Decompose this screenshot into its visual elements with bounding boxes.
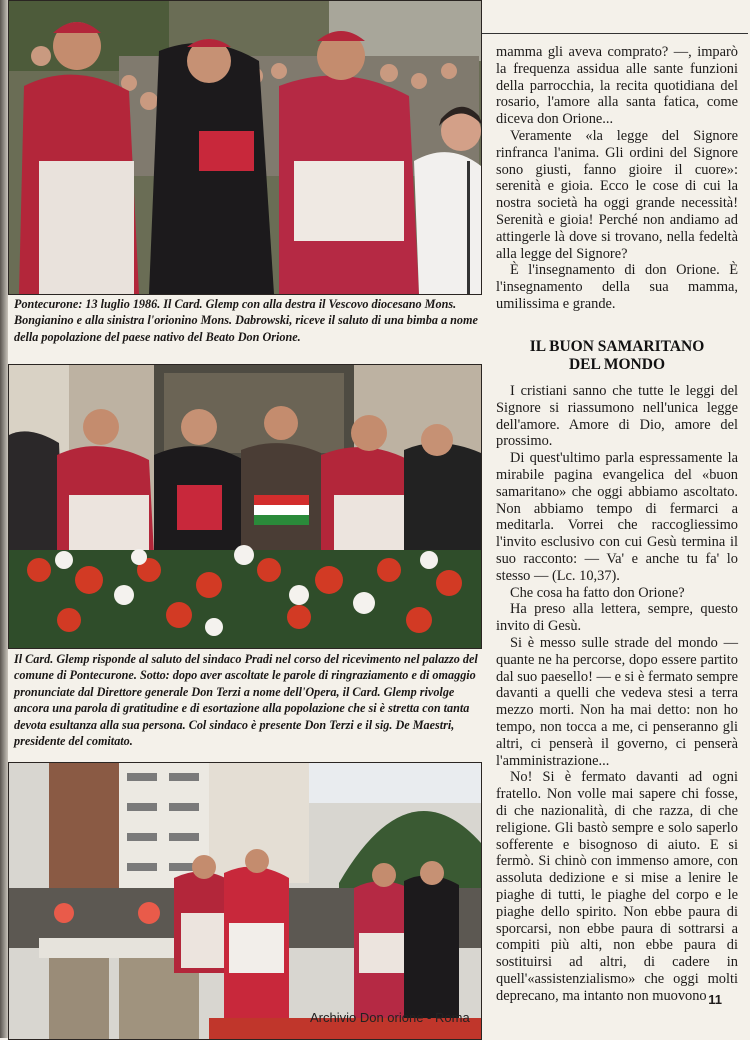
article-column-continued [496, 383, 738, 1004]
photo-illustration-bottom [9, 763, 481, 1039]
column-top-rule [482, 33, 748, 34]
paragraph-8: Si è messo sulle strade del mondo — quante ne ha percorse, dopo essere partito dal suo paesello! — e si è fermato sempre davanti a quelli che vedeva stesi a terra mezzo morti. Non ha mai detto: non ho tempo, non tocca a me, ci penseranno gli altri, ci penserà il governo, ci penserà l'amministrazione... [496, 634, 738, 769]
heading-line-1: IL BUON SAMARITANO [529, 338, 705, 355]
paragraph-5: Di quest'ultimo parla espressamente la mirabile pagina evangelica del «buon samaritano» che oggi abbiamo ascoltato. Non abbiamo tempo di fermarci a meditarla. Vorrei che raccogliessimo l'invito esclusivo con cui Gesù termina il suo racconto: — Va' e anche tu fa' lo stesso — (Lc. 10,37). [496, 450, 738, 584]
archive-watermark: Archivio Don orione - Roma [310, 1010, 470, 1025]
photo-town-hall-reception [8, 364, 482, 649]
paragraph-3: È l'insegnamento di don Orione. È l'insegnamento della sua mamma, umilissima e grande. [496, 262, 738, 312]
page-number: 11 [708, 992, 722, 1007]
article-column [496, 44, 738, 313]
paragraph-6: Che cosa ha fatto don Orione? [510, 584, 685, 601]
paragraph-2: Veramente «la legge del Signore rinfranca l'anima. Gli ordini del Signore sono giusti, fanno gioire il cuore»: serenità e gioia. Ecco le cose di cui la nostra società ha oggi grande necessità! Serenità e gioia! Perché non andiamo ad attingerle là dove si trovano, nella fedeltà alla legge del Signore? [496, 127, 738, 262]
section-heading [496, 338, 738, 374]
caption-middle-photo: Il Card. Glemp risponde al saluto del sindaco Pradi nel corso del ricevimento nel palazzo del comune di Pontecurone. Sotto: dopo aver ascoltate le parole di ringraziamento e di omaggio pronunciate dal Direttore generale Don Terzi a nome dell'Opera, il Card. Glemp rivolge ancora una parola di gratitudine e di esortazione alla popolazione che si è stretta con tanta devota esultanza alla sua persona. Col sindaco è presente Don Terzi e il sig. De Maestri, presidente del comitato. [14, 652, 478, 749]
paragraph-7: Ha preso alla lettera, sempre, questo invito di Gesù. [496, 601, 738, 635]
paragraph-9: No! Si è fermato davanti ad ogni fratello. Non volle mai sapere chi fosse, di che nazionalità, di che razza, di che religione. Gli bastò sempre e solo saperlo sofferente e bisognoso di aiuto. E si fermò. Si chinò con immenso amore, con assoluta dedizione e si mise a lenire le piaghe di tutti, le piaghe del corpo e le piaghe dello spirito. Non ebbe paura di sporcarsi, non ebbe paura di sottrarsi a compiti più alti, non ebbe paura di sostituirsi ad altri, di cadere in quell'«assistenzialismo» che oggi molti deprecano, ma intanto non muovono [496, 769, 738, 1004]
photo-illustration-middle [9, 365, 481, 648]
caption-top-photo: Pontecurone: 13 luglio 1986. Il Card. Glemp con alla destra il Vescovo diocesano Mons. Bongianino e alla sinistra l'orionino Mons. Dabrowski, riceve il saluto di una bimba a nome della popolazione del paese nativo del Beato Don Orione. [14, 297, 478, 344]
photo-illustration-top [9, 1, 481, 294]
page-binding-shadow [0, 0, 8, 1038]
photo-outdoor-ceremony [8, 762, 482, 1040]
paragraph-1: mamma gli aveva comprato? —, imparò la frequenza assidua alle sante funzioni della parrocchia, la recita quotidiana del rosario, l'amore alla santa fatica, come diceva don Orione... [496, 44, 738, 128]
paragraph-4: I cristiani sanno che tutte le leggi del Signore si riassumono nell'unica legge dell'amore. Amore di Dio, amore del prossimo. [496, 383, 738, 450]
heading-line-2: DEL MONDO [568, 356, 666, 373]
photo-pontecurone-welcome [8, 0, 482, 295]
